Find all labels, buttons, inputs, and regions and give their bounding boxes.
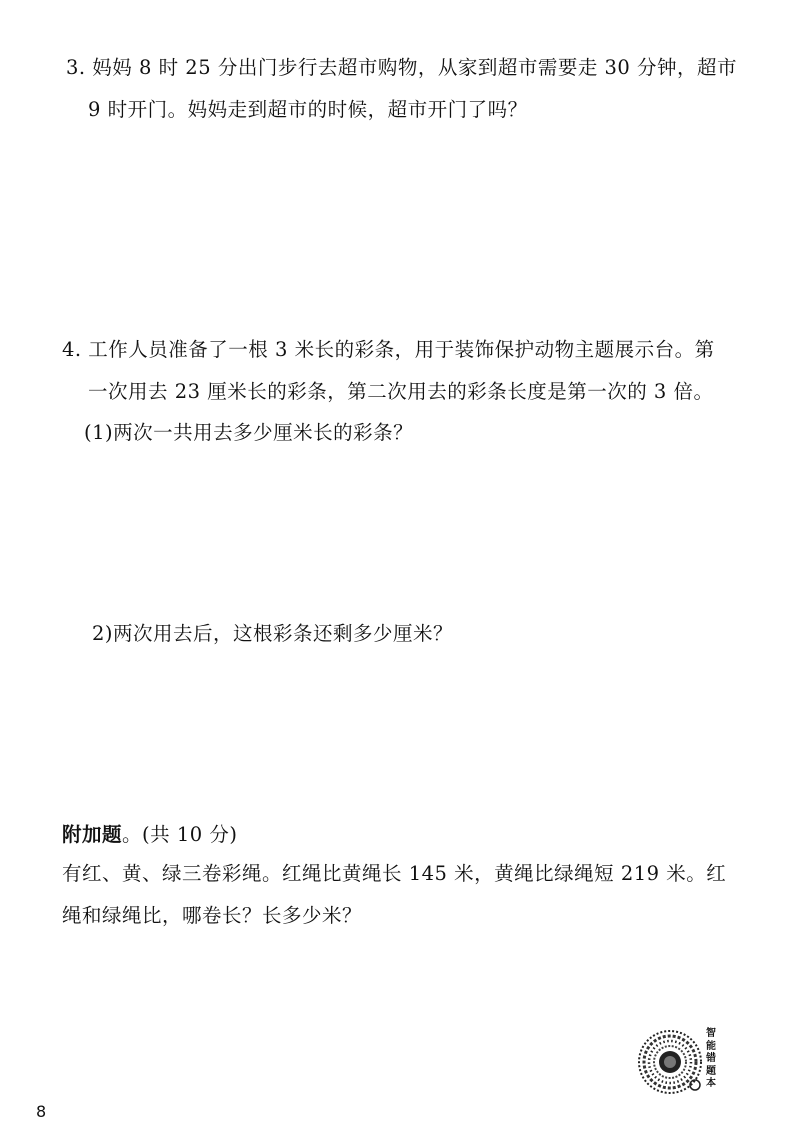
qr-caption: 智能错题本 (706, 1028, 716, 1089)
question-4-sub-1: (1)两次一共用去多少厘米长的彩条？ (84, 421, 414, 444)
page-number: 8 (36, 1102, 47, 1121)
qr-code-graphic (637, 1027, 703, 1097)
bonus-score: 。(共 10 分) (122, 823, 238, 846)
bonus-heading-row (62, 821, 237, 849)
bonus-line-1: 有红、黄、绿三卷彩绳。红绳比黄绳长 145 米，黄绳比绿绳短 219 米。红 (62, 862, 727, 885)
question-4-sub-2: 2)两次用去后，这根彩条还剩多少厘米？ (92, 622, 454, 645)
bonus-line-2: 绳和绿绳比，哪卷长？长多少米？ (62, 904, 363, 927)
question-3-line-1: 3. 妈妈 8 时 25 分出门步行去超市购物，从家到超市需要走 30 分钟，超市 (66, 56, 738, 79)
bonus-heading: 附加题 (62, 823, 123, 846)
question-3-line-2: 9 时开门。妈妈走到超市的时候，超市开门了吗？ (88, 98, 528, 121)
question-4-line-2: 一次用去 23 厘米长的彩条，第二次用去的彩条长度是第一次的 3 倍。 (88, 380, 714, 403)
question-4-line-1: 4. 工作人员准备了一根 3 米长的彩条，用于装饰保护动物主题展示台。第 (62, 338, 715, 361)
